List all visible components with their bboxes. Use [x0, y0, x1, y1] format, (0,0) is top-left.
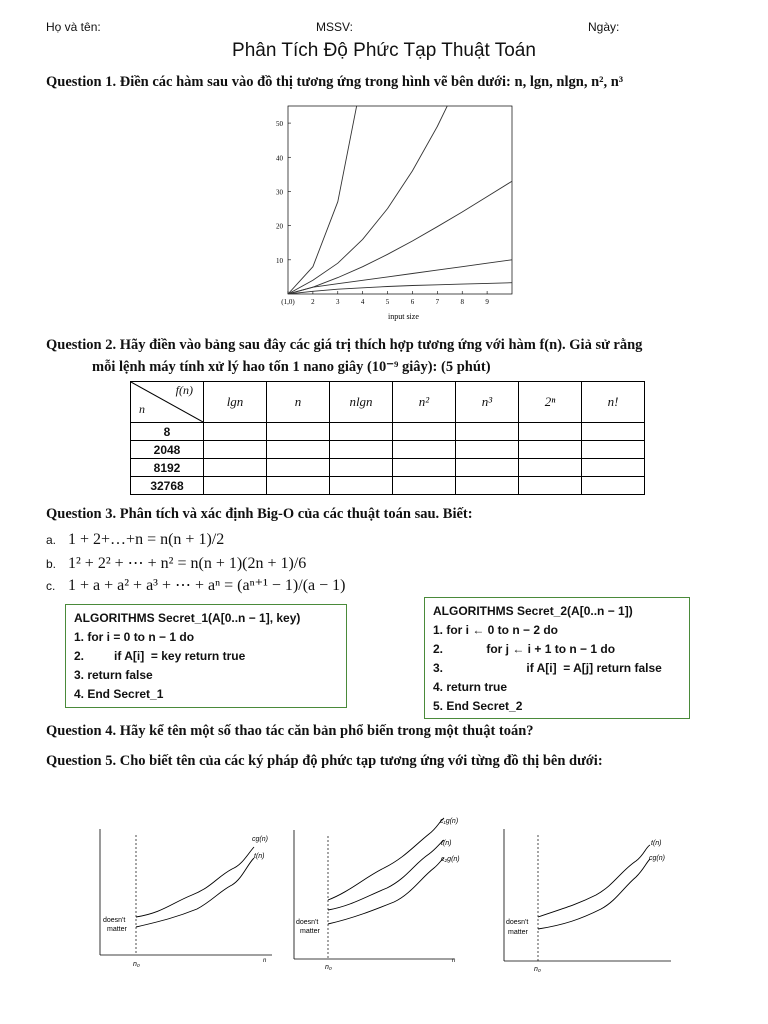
answer-cell[interactable]: [582, 459, 645, 477]
series-line-3: [288, 100, 512, 294]
notation-graph-2: [289, 812, 474, 972]
x-tick-label: 2: [311, 298, 315, 306]
answer-cell[interactable]: [267, 423, 330, 441]
x-tick-label: 3: [336, 298, 340, 306]
notation-graph-1: [92, 825, 277, 975]
question-3-text: Phân tích và xác định Big-O của các thuật toán sau. Biết:: [119, 506, 473, 522]
x-tick-label: 9: [485, 298, 489, 306]
table-row: [131, 423, 645, 441]
chart-axes: [288, 106, 512, 294]
answer-cell[interactable]: [330, 459, 393, 477]
answer-cell[interactable]: [204, 459, 267, 477]
row-header: 32768: [131, 477, 204, 495]
question-1-text: Điền các hàm sau vào đồ thị tương ứng trong hình vẽ bên dưới: n, lgn, nlgn, n², n³: [119, 74, 624, 90]
table-row: [131, 459, 645, 477]
axis-label-n: n: [452, 958, 456, 964]
formula-text: 1² + 2² + ⋯ + n² = n(n + 1)(2n + 1)/6: [68, 555, 307, 572]
answer-cell[interactable]: [267, 441, 330, 459]
formula-c: [46, 575, 345, 595]
curve-upper: [538, 845, 650, 917]
question-4-number: Question 4.: [46, 723, 117, 739]
formula-b: [46, 553, 306, 573]
answer-cell[interactable]: [456, 423, 519, 441]
answer-cell[interactable]: [204, 477, 267, 495]
n0-label: n₀: [133, 961, 140, 968]
curve-label-upper: t(n): [651, 840, 662, 847]
answer-cell[interactable]: [519, 423, 582, 441]
series-line-0: [288, 260, 512, 294]
student-id-label: MSSV:: [316, 20, 353, 34]
answer-cell[interactable]: [393, 441, 456, 459]
question-4: [46, 723, 534, 740]
notation-graph-3: [496, 825, 681, 975]
row-header: 2048: [131, 441, 204, 459]
formula-text: 1 + 2+…+n = n(n + 1)/2: [68, 531, 225, 548]
question-3-number: Question 3.: [46, 506, 117, 522]
note-line-2: matter: [300, 928, 320, 935]
note-line-1: doesn't: [296, 919, 319, 926]
y-tick-label: 50: [276, 120, 283, 129]
column-header: n: [267, 382, 330, 423]
answer-cell[interactable]: [204, 441, 267, 459]
answer-cell[interactable]: [393, 459, 456, 477]
answer-cell[interactable]: [267, 459, 330, 477]
answer-cell[interactable]: [330, 441, 393, 459]
y-tick-label: 30: [276, 188, 283, 197]
question-2-line-2: mỗi lệnh máy tính xử lý hao tốn 1 nano giây (10⁻⁹ giây): (5 phút): [92, 359, 491, 375]
question-4-text: Hãy kể tên một số thao tác căn bản phổ biến trong một thuật toán?: [119, 723, 534, 739]
table-header-row: [131, 382, 645, 423]
chart-series-group: [288, 100, 512, 294]
column-header: n!: [582, 382, 645, 423]
x-tick-label: 8: [460, 298, 464, 306]
answer-cell[interactable]: [204, 423, 267, 441]
y-tick-label: 10: [276, 256, 283, 265]
date-label: Ngày:: [588, 20, 620, 34]
axis-label-n: n: [263, 958, 267, 964]
answer-cell[interactable]: [267, 477, 330, 495]
answer-cell[interactable]: [330, 477, 393, 495]
x-tick-label: 4: [360, 298, 365, 306]
formula-label: c.: [46, 579, 56, 593]
question-2-number: Question 2.: [46, 337, 117, 353]
name-label: Họ và tên:: [46, 20, 101, 34]
figure-1-chart: [250, 100, 520, 325]
column-header: nlgn: [330, 382, 393, 423]
series-line-2: [288, 181, 512, 294]
note-line-2: matter: [508, 929, 528, 936]
note-line-2: matter: [107, 926, 127, 933]
answer-cell[interactable]: [393, 477, 456, 495]
answer-cell[interactable]: [456, 477, 519, 495]
formula-a: [46, 531, 224, 549]
x-tick-label: 7: [435, 298, 440, 306]
x-tick-label: 5: [385, 298, 390, 306]
curve-label-lower: t(n): [254, 853, 265, 860]
complexity-table: [130, 381, 645, 495]
question-3: [46, 506, 473, 523]
curve-lower: [136, 858, 254, 927]
algo-line: 1. for i ← 0 to n − 2 do: [433, 623, 559, 637]
curve-upper: [328, 818, 444, 900]
algo-line: ALGORITHMS Secret_2(A[0..n − 1]): [433, 604, 633, 618]
question-5: [46, 753, 603, 770]
answer-cell[interactable]: [330, 423, 393, 441]
answer-cell[interactable]: [582, 441, 645, 459]
x-tick-label: 6: [410, 298, 415, 306]
question-2: [46, 337, 642, 354]
note-line-1: doesn't: [506, 919, 529, 926]
answer-cell[interactable]: [582, 423, 645, 441]
algo-line: 2. if A[i] = key return true: [74, 649, 246, 663]
answer-cell[interactable]: [393, 423, 456, 441]
x-tick-labels: [281, 298, 489, 306]
algo-line: 3. if A[i] = A[j] return false: [433, 661, 662, 675]
corner-label-n: n: [139, 402, 145, 416]
question-2-line-1: Hãy điền vào bảng sau đây các giá trị thích hợp tương ứng với hàm f(n). Giả sử rằng: [119, 337, 643, 353]
column-header: n³: [456, 382, 519, 423]
n0-label: n₀: [534, 966, 541, 973]
y-tick-label: 40: [276, 154, 283, 163]
y-tick-label: 20: [276, 222, 283, 231]
plot-frame: [288, 106, 512, 294]
table-corner-cell: [131, 382, 204, 423]
table-row: [131, 477, 645, 495]
formula-label: b.: [46, 557, 57, 571]
curve-label-middle: t(n): [441, 840, 452, 847]
corner-label-fn: f(n): [175, 383, 193, 397]
formula-label: a.: [46, 533, 57, 547]
curve-lower: [538, 859, 650, 929]
question-5-text: Cho biết tên của các ký pháp độ phức tạp tương ứng với từng đồ thị bên dưới:: [119, 753, 603, 769]
answer-cell[interactable]: [582, 477, 645, 495]
column-header: n²: [393, 382, 456, 423]
algo-line: 4. End Secret_1: [74, 687, 164, 701]
series-line-4: [288, 100, 512, 294]
n0-label: n₀: [325, 964, 332, 971]
series-line-1: [288, 283, 512, 294]
x-tick-label: (1,0): [281, 298, 295, 306]
algo-line: 2. for j ← i + 1 to n − 1 do: [433, 642, 616, 656]
x-axis-label: input size: [388, 312, 419, 321]
answer-cell[interactable]: [456, 441, 519, 459]
answer-cell[interactable]: [519, 441, 582, 459]
question-5-number: Question 5.: [46, 753, 117, 769]
algorithm-secret-2-box: [424, 597, 690, 719]
curve-label-lower: c₂g(n): [441, 856, 460, 863]
formula-text: 1 + a + a² + a³ + ⋯ + aⁿ = (aⁿ⁺¹ − 1)/(a − 1): [68, 577, 346, 594]
question-1-number: Question 1.: [46, 74, 117, 90]
column-header: 2ⁿ: [519, 382, 582, 423]
algo-line: 3. return false: [74, 668, 153, 682]
row-header: 8192: [131, 459, 204, 477]
curve-label-lower: cg(n): [649, 855, 665, 862]
y-tick-labels: [276, 120, 284, 265]
algo-line: ALGORITHMS Secret_1(A[0..n − 1], key): [74, 611, 301, 625]
algo-line: 1. for i = 0 to n − 1 do: [74, 630, 195, 644]
algo-line: 5. End Secret_2: [433, 699, 523, 713]
column-header: lgn: [204, 382, 267, 423]
row-header: 8: [131, 423, 204, 441]
note-line-1: doesn't: [103, 917, 126, 924]
algo-line: 4. return true: [433, 680, 508, 694]
algorithm-secret-1-box: [65, 604, 347, 708]
answer-cell[interactable]: [519, 459, 582, 477]
page-title: Phân Tích Độ Phức Tạp Thuật Toán: [232, 40, 536, 61]
table-row: [131, 441, 645, 459]
curve-label-upper: c₁g(n): [440, 818, 459, 825]
curve-label-upper: cg(n): [252, 836, 268, 843]
answer-cell[interactable]: [456, 459, 519, 477]
answer-cell[interactable]: [519, 477, 582, 495]
question-1: [46, 74, 623, 91]
